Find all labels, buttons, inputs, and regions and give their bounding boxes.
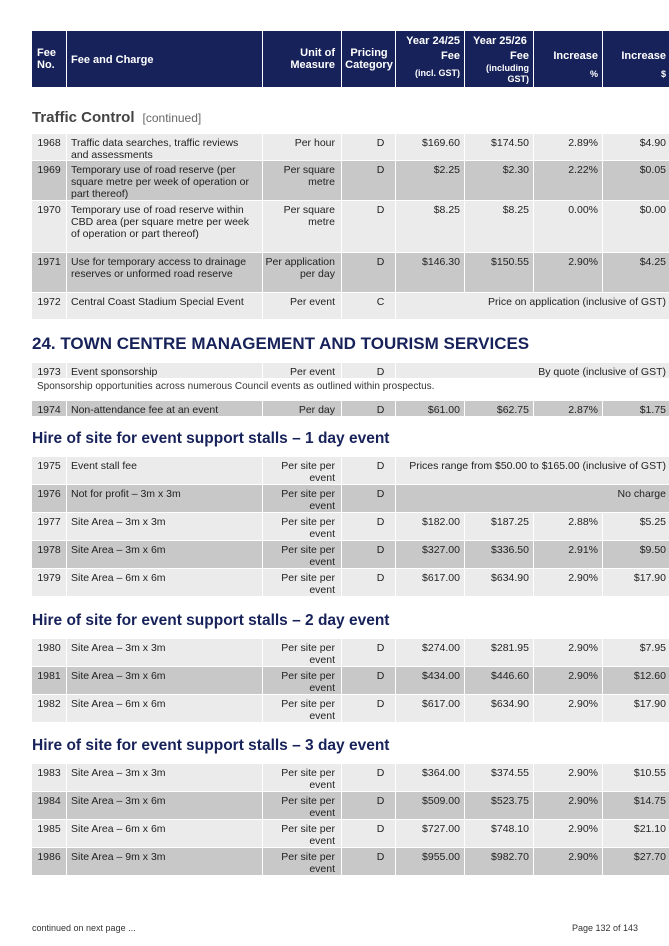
fee-number-cell: 1977 bbox=[32, 513, 66, 540]
fee-number-cell: 1973 bbox=[32, 363, 66, 378]
fee-2526-cell: $150.55 bbox=[465, 253, 533, 292]
header-increase-dollar: Increase $ bbox=[603, 31, 669, 87]
increase-dollar-cell: $7.95 bbox=[603, 639, 669, 666]
pricing-category-cell: D bbox=[342, 667, 395, 694]
section-title-3-day-event: Hire of site for event support stalls – 3 day event bbox=[32, 737, 390, 754]
fee-description-cell: Not for profit – 3m x 3m bbox=[67, 485, 262, 512]
table-row bbox=[32, 401, 666, 416]
table-row bbox=[32, 457, 666, 484]
table-row bbox=[32, 541, 666, 568]
table-row bbox=[32, 820, 666, 847]
increase-percent-cell: 0.00% bbox=[534, 201, 602, 252]
fee-2425-cell: $617.00 bbox=[396, 695, 464, 722]
increase-dollar-cell: $27.70 bbox=[603, 848, 669, 875]
increase-percent-cell: 2.90% bbox=[534, 569, 602, 596]
pricing-category-cell: D bbox=[342, 639, 395, 666]
unit-of-measure-cell: Per site per event bbox=[263, 820, 341, 847]
header-fee-and-charge: Fee and Charge bbox=[67, 31, 262, 87]
table-header bbox=[32, 31, 666, 87]
pricing-category-cell: D bbox=[342, 820, 395, 847]
pricing-category-cell: D bbox=[342, 541, 395, 568]
table-row bbox=[32, 848, 666, 875]
fee-number-cell: 1976 bbox=[32, 485, 66, 512]
pricing-category-cell: D bbox=[342, 134, 395, 160]
table-row bbox=[32, 134, 666, 161]
fee-description-cell: Event stall fee bbox=[67, 457, 262, 484]
pricing-category-cell: D bbox=[342, 401, 395, 416]
pricing-category-cell: C bbox=[342, 293, 395, 319]
increase-percent-cell: 2.90% bbox=[534, 695, 602, 722]
fee-2425-cell: $727.00 bbox=[396, 820, 464, 847]
fee-description-cell: Central Coast Stadium Special Event bbox=[67, 293, 262, 319]
increase-percent-cell: 2.90% bbox=[534, 253, 602, 292]
fee-2425-cell: $274.00 bbox=[396, 639, 464, 666]
fee-2425-cell: $617.00 bbox=[396, 569, 464, 596]
increase-dollar-cell: $17.90 bbox=[603, 569, 669, 596]
pricing-category-cell: D bbox=[342, 792, 395, 819]
table-row bbox=[32, 764, 666, 791]
pricing-category-cell: D bbox=[342, 363, 395, 378]
fee-description-cell: Site Area – 9m x 3m bbox=[67, 848, 262, 875]
table-row bbox=[32, 639, 666, 666]
increase-percent-cell: 2.87% bbox=[534, 401, 602, 416]
fee-2526-cell: $187.25 bbox=[465, 513, 533, 540]
fee-2425-cell: $169.60 bbox=[396, 134, 464, 160]
unit-of-measure-cell: Per site per event bbox=[263, 764, 341, 791]
fee-description-cell: Site Area – 3m x 6m bbox=[67, 667, 262, 694]
fee-2425-cell: $2.25 bbox=[396, 161, 464, 200]
header-unit-of-measure: Unit of Measure bbox=[263, 31, 341, 87]
fee-description-cell: Site Area – 6m x 6m bbox=[67, 569, 262, 596]
section-title-2-day-event: Hire of site for event support stalls – 2 day event bbox=[32, 612, 390, 629]
fee-description-cell: Traffic data searches, traffic reviews and assessments bbox=[67, 134, 262, 160]
pricing-category-cell: D bbox=[342, 457, 395, 484]
header-increase-percent: Increase % bbox=[534, 31, 602, 87]
increase-percent-cell: 2.22% bbox=[534, 161, 602, 200]
table-row bbox=[32, 667, 666, 694]
pricing-category-cell: D bbox=[342, 569, 395, 596]
increase-dollar-cell: $0.00 bbox=[603, 201, 669, 252]
pricing-category-cell: D bbox=[342, 485, 395, 512]
unit-of-measure-cell: Per site per event bbox=[263, 695, 341, 722]
fee-description-cell: Site Area – 3m x 6m bbox=[67, 541, 262, 568]
pricing-category-cell: D bbox=[342, 201, 395, 252]
increase-dollar-cell: $21.10 bbox=[603, 820, 669, 847]
fee-2526-cell: $374.55 bbox=[465, 764, 533, 791]
increase-percent-cell: 2.88% bbox=[534, 513, 602, 540]
increase-dollar-cell: $1.75 bbox=[603, 401, 669, 416]
table-row bbox=[32, 293, 666, 319]
table-row bbox=[32, 792, 666, 819]
fee-2425-cell: $327.00 bbox=[396, 541, 464, 568]
unit-of-measure-cell: Per site per event bbox=[263, 792, 341, 819]
fee-2526-cell: $523.75 bbox=[465, 792, 533, 819]
fee-2425-cell: $364.00 bbox=[396, 764, 464, 791]
fee-description-cell: Site Area – 3m x 3m bbox=[67, 513, 262, 540]
fee-number-cell: 1971 bbox=[32, 253, 66, 292]
fee-2526-cell: $634.90 bbox=[465, 695, 533, 722]
header-fee-no: Fee No. bbox=[32, 31, 66, 87]
unit-of-measure-cell: Per event bbox=[263, 293, 341, 319]
fee-number-cell: 1969 bbox=[32, 161, 66, 200]
fee-2526-cell: $748.10 bbox=[465, 820, 533, 847]
table-row bbox=[32, 485, 666, 512]
fee-description-cell: Site Area – 3m x 6m bbox=[67, 792, 262, 819]
fee-2526-cell: $634.90 bbox=[465, 569, 533, 596]
fee-description-cell: Site Area – 3m x 3m bbox=[67, 764, 262, 791]
fee-2526-cell: $2.30 bbox=[465, 161, 533, 200]
increase-percent-cell: 2.89% bbox=[534, 134, 602, 160]
fee-number-cell: 1984 bbox=[32, 792, 66, 819]
fee-description-cell: Temporary use of road reserve within CBD area (per square metre per week of operation or part thereof) bbox=[67, 201, 262, 252]
fee-2425-cell: $955.00 bbox=[396, 848, 464, 875]
fee-number-cell: 1980 bbox=[32, 639, 66, 666]
pricing-category-cell: D bbox=[342, 695, 395, 722]
increase-dollar-cell: $9.50 bbox=[603, 541, 669, 568]
unit-of-measure-cell: Per day bbox=[263, 401, 341, 416]
fee-number-cell: 1968 bbox=[32, 134, 66, 160]
fee-2425-cell: $8.25 bbox=[396, 201, 464, 252]
increase-percent-cell: 2.90% bbox=[534, 792, 602, 819]
fee-2526-cell: $982.70 bbox=[465, 848, 533, 875]
fee-number-cell: 1974 bbox=[32, 401, 66, 416]
pricing-category-cell: D bbox=[342, 764, 395, 791]
unit-of-measure-cell: Per application per day bbox=[263, 253, 341, 292]
unit-of-measure-cell: Per square metre bbox=[263, 161, 341, 200]
pricing-category-cell: D bbox=[342, 161, 395, 200]
increase-percent-cell: 2.90% bbox=[534, 639, 602, 666]
table-row bbox=[32, 513, 666, 540]
fee-2526-cell: $446.60 bbox=[465, 667, 533, 694]
fee-number-cell: 1982 bbox=[32, 695, 66, 722]
unit-of-measure-cell: Per event bbox=[263, 363, 341, 378]
fee-2526-cell: $281.95 bbox=[465, 639, 533, 666]
increase-percent-cell: 2.90% bbox=[534, 764, 602, 791]
price-note-cell: Prices range from $50.00 to $165.00 (inclusive of GST) bbox=[396, 457, 669, 484]
section-title-traffic-control: Traffic Control [continued] bbox=[32, 109, 202, 126]
pricing-category-cell: D bbox=[342, 848, 395, 875]
unit-of-measure-cell: Per site per event bbox=[263, 667, 341, 694]
table-row bbox=[32, 161, 666, 200]
fee-2526-cell: $336.50 bbox=[465, 541, 533, 568]
continued-footer: continued on next page ... bbox=[32, 923, 136, 933]
section-title-town-centre: 24. TOWN CENTRE MANAGEMENT AND TOURISM SERVICES bbox=[32, 334, 530, 353]
header-pricing-category: Pricing Category bbox=[342, 31, 395, 87]
header-fee-2526: Year 25/26 Fee (including GST) bbox=[465, 31, 533, 87]
fee-description-cell: Site Area – 3m x 3m bbox=[67, 639, 262, 666]
increase-dollar-cell: $5.25 bbox=[603, 513, 669, 540]
page-number: Page 132 of 143 bbox=[571, 923, 638, 933]
fee-number-cell: 1983 bbox=[32, 764, 66, 791]
increase-dollar-cell: $17.90 bbox=[603, 695, 669, 722]
fee-number-cell: 1972 bbox=[32, 293, 66, 319]
increase-dollar-cell: $14.75 bbox=[603, 792, 669, 819]
fee-description-cell: Event sponsorship bbox=[67, 363, 262, 378]
increase-dollar-cell: $4.25 bbox=[603, 253, 669, 292]
fee-description-cell: Site Area – 6m x 6m bbox=[67, 695, 262, 722]
fee-2425-cell: $182.00 bbox=[396, 513, 464, 540]
price-note-cell: No charge bbox=[396, 485, 669, 512]
unit-of-measure-cell: Per site per event bbox=[263, 848, 341, 875]
increase-percent-cell: 2.90% bbox=[534, 667, 602, 694]
unit-of-measure-cell: Per site per event bbox=[263, 569, 341, 596]
increase-dollar-cell: $10.55 bbox=[603, 764, 669, 791]
fee-description-cell: Non-attendance fee at an event bbox=[67, 401, 262, 416]
unit-of-measure-cell: Per site per event bbox=[263, 541, 341, 568]
table-row bbox=[32, 695, 666, 722]
increase-percent-cell: 2.90% bbox=[534, 848, 602, 875]
unit-of-measure-cell: Per site per event bbox=[263, 513, 341, 540]
fee-number-cell: 1978 bbox=[32, 541, 66, 568]
table-row bbox=[32, 253, 666, 292]
pricing-category-cell: D bbox=[342, 513, 395, 540]
fee-number-cell: 1985 bbox=[32, 820, 66, 847]
price-note-cell: By quote (inclusive of GST) bbox=[396, 363, 669, 378]
unit-of-measure-cell: Per site per event bbox=[263, 457, 341, 484]
fee-number-cell: 1979 bbox=[32, 569, 66, 596]
fee-number-cell: 1981 bbox=[32, 667, 66, 694]
fee-number-cell: 1975 bbox=[32, 457, 66, 484]
fee-2526-cell: $8.25 bbox=[465, 201, 533, 252]
fee-2425-cell: $61.00 bbox=[396, 401, 464, 416]
unit-of-measure-cell: Per site per event bbox=[263, 485, 341, 512]
increase-dollar-cell: $4.90 bbox=[603, 134, 669, 160]
increase-percent-cell: 2.91% bbox=[534, 541, 602, 568]
fee-description-cell: Temporary use of road reserve (per square metre per week of operation or part thereof) bbox=[67, 161, 262, 200]
fee-number-cell: 1986 bbox=[32, 848, 66, 875]
table-row bbox=[32, 569, 666, 596]
fee-2526-cell: $174.50 bbox=[465, 134, 533, 160]
pricing-category-cell: D bbox=[342, 253, 395, 292]
price-note-cell: Price on application (inclusive of GST) bbox=[396, 293, 669, 319]
unit-of-measure-cell: Per hour bbox=[263, 134, 341, 160]
header-fee-2425: Year 24/25 Fee (incl. GST) bbox=[396, 31, 464, 87]
sponsorship-note: Sponsorship opportunities across numerous Council events as outlined within prospectus. bbox=[37, 381, 435, 392]
fee-number-cell: 1970 bbox=[32, 201, 66, 252]
unit-of-measure-cell: Per square metre bbox=[263, 201, 341, 252]
unit-of-measure-cell: Per site per event bbox=[263, 639, 341, 666]
fee-2425-cell: $146.30 bbox=[396, 253, 464, 292]
increase-percent-cell: 2.90% bbox=[534, 820, 602, 847]
increase-dollar-cell: $0.05 bbox=[603, 161, 669, 200]
fee-2526-cell: $62.75 bbox=[465, 401, 533, 416]
table-row bbox=[32, 201, 666, 252]
section-title-1-day-event: Hire of site for event support stalls – 1 day event bbox=[32, 430, 390, 447]
fee-description-cell: Use for temporary access to drainage reserves or unformed road reserve bbox=[67, 253, 262, 292]
fee-2425-cell: $434.00 bbox=[396, 667, 464, 694]
fee-2425-cell: $509.00 bbox=[396, 792, 464, 819]
fee-description-cell: Site Area – 6m x 6m bbox=[67, 820, 262, 847]
continued-label: [continued] bbox=[142, 111, 202, 125]
increase-dollar-cell: $12.60 bbox=[603, 667, 669, 694]
table-row bbox=[32, 363, 666, 378]
